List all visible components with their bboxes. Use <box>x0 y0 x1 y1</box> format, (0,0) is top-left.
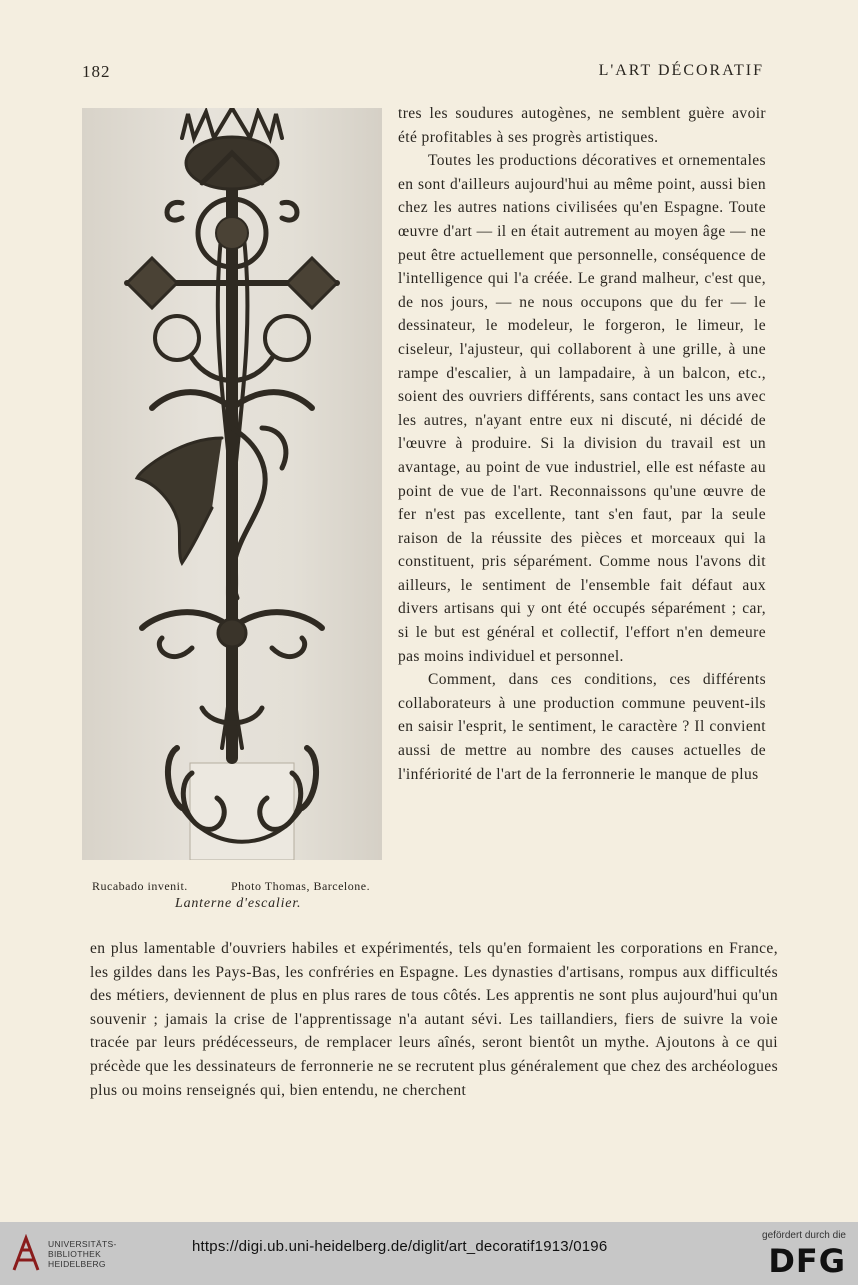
university-library-logo-icon[interactable] <box>10 1234 42 1274</box>
library-name[interactable]: UNIVERSITÄTS- BIBLIOTHEK HEIDELBERG <box>48 1239 117 1269</box>
right-column-text <box>398 102 766 786</box>
lantern-photograph <box>82 108 382 860</box>
photo-credit-photographer: Photo Thomas, Barcelone. <box>231 879 371 893</box>
photo-credit-artist: Rucabado invenit. <box>92 879 188 893</box>
page-number: 182 <box>82 62 111 81</box>
paragraph: Comment, dans ces conditions, ces différents collaborateurs à une production commune peuvent-ils en saisir l'esprit, le sentiment, le caractère ? Il convient aussi de mettre au nombre des causes actuelles de l'infériorité de l'art de la ferronnerie le manque de plus <box>398 671 766 783</box>
footer-bar <box>0 1222 858 1285</box>
paragraph-continued: en plus lamentable d'ouvriers habiles et expérimentés, tels qu'en formaient les corporations en France, les gildes dans les Pays-Bas, les confréries en Espagne. Les dynasties d'artisans, rompus aux difficultés des métiers, deviennent de plus en plus rares de tous côtés. Les apprentis ne sont plus aujourd'hui qu'un souvenir ; jamais la crise de l'apprentissage n'a autant sévi. Les taillandiers, fiers de suivre la voie tracée par leurs prédécesseurs, de remplacer leurs aînés, seront bientôt un mythe. Ajoutons à ce qui précède que les dessinateurs de ferronnerie ne se recrutent plus généralement que chez des archéologues plus ou moins renseignés qui, bien entendu, ne cherchent <box>90 940 778 1099</box>
running-head: L'ART DÉCORATIF <box>598 62 764 79</box>
full-width-text <box>90 937 778 1102</box>
dfg-logo[interactable]: DFG <box>768 1242 846 1280</box>
paragraph-continued: tres les soudures autogènes, ne semblent guère avoir été profitables à ses progrès artistiques. <box>398 105 766 146</box>
paragraph: Toutes les productions décoratives et ornementales en sont d'ailleurs aujourd'hui au même point, aussi bien chez les autres nations civilisées qu'en Espagne. Toute œuvre d'art — il en était autrement au moyen âge — ne peut être actuellement que personnelle, conséquence de l'intelligence qui l'a créée. Le grand malheur, c'est que, de nos jours, — ne nous occupons que du fer — le dessinateur, le modeleur, le forgeron, le limeur, le ciseleur, l'ajusteur, qui collaborent à une grille, à une rampe d'escalier, à un lampadaire, à un balcon, etc., soient des ouvriers différents, sans contact les uns avec les autres, n'ayant entre eux ni discuté, ni décidé de l'œuvre à produire. Si la division du travail est un avantage, au point de vue industriel, elle est néfaste au point de vue de l'art. Reconnaissons qu'une œuvre de fer n'est pas excellente, tant s'en faut, par la seule raison de la réussite des pièces et morceaux qui la constituent, pris séparément. Comme nous l'avons dit ailleurs, le sentiment de l'ensemble fait défaut aux divers artisans qui y ont été occupés séparément ; car, si le but est général et collectif, l'effort n'en demeure pas moins individuel et personnel. <box>398 152 766 665</box>
document-url-link[interactable]: https://digi.ub.uni-heidelberg.de/diglit/art_decoratif1913/0196 <box>192 1238 608 1255</box>
figure-caption: Lanterne d'escalier. <box>175 896 302 911</box>
funded-by-label: gefördert durch die <box>762 1230 846 1241</box>
